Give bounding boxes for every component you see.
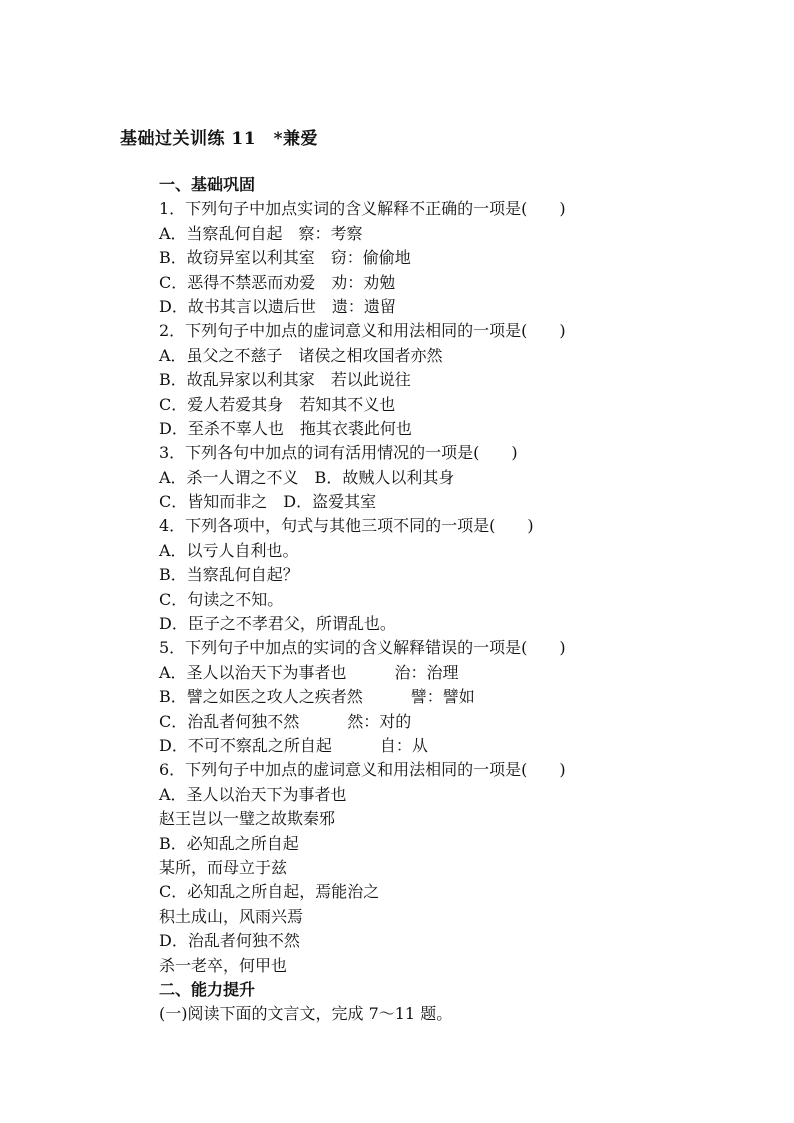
option-text: B．譬之如医之攻人之疾者然 譬：譬如 [159, 687, 475, 707]
option-text: A．当察乱何自起 察：考察 [159, 223, 363, 243]
option-text: D．不可不察乱之所自起 自：从 [159, 735, 428, 755]
option-text: C．皆知而非之 D．盗爱其室 [159, 492, 377, 512]
page-title: 基础过关训练 11 *兼爱 [120, 129, 318, 149]
option-text: 杀一老卒，何甲也 [159, 955, 288, 975]
option-text: A．圣人以治天下为事者也 治：治理 [159, 662, 459, 682]
section-heading: 一、基础巩固 [159, 175, 256, 194]
question-text: (一)阅读下面的文言文，完成 7～11 题。 [159, 1004, 453, 1024]
question-text: 3．下列各句中加点的词有活用情况的一项是( ) [159, 443, 518, 463]
option-text: A．圣人以治天下为事者也 [159, 784, 347, 804]
question-text: 2．下列句子中加点的虚词意义和用法相同的一项是( ) [159, 321, 566, 341]
question-text: 6．下列句子中加点的虚词意义和用法相同的一项是( ) [159, 760, 566, 780]
option-text: C．治乱者何独不然 然：对的 [159, 711, 412, 731]
section-heading: 二、能力提升 [159, 979, 256, 999]
option-text: 赵王岂以一璧之故欺秦邪 [159, 809, 336, 829]
option-text: B．必知乱之所自起 [159, 833, 299, 853]
option-text: A．以亏人自利也。 [159, 540, 299, 560]
question-text: 5．下列句子中加点的实词的含义解释错误的一项是( ) [159, 638, 566, 658]
option-text: D．治乱者何独不然 [159, 931, 300, 951]
question-text: 1．下列句子中加点实词的含义解释不正确的一项是( ) [159, 199, 566, 219]
option-text: D．至杀不辜人也 拖其衣裘此何也 [159, 418, 412, 438]
option-text: C．恶得不禁恶而劝爱 劝：劝勉 [159, 272, 396, 292]
option-text: A．杀一人谓之不义 B．故贼人以利其身 [159, 467, 455, 487]
exercise-content [159, 173, 679, 1027]
option-text: C．必知乱之所自起，焉能治之 [159, 882, 380, 902]
option-text: 某所，而母立于兹 [159, 857, 288, 877]
option-text: D．故书其言以遗后世 遗：遗留 [159, 296, 396, 316]
option-text: C．爱人若爱其身 若知其不义也 [159, 394, 396, 414]
option-text: B．故窃异室以利其室 窃：偷偷地 [159, 248, 411, 268]
option-text: B．故乱异家以利其家 若以此说往 [159, 370, 411, 390]
question-text: 4．下列各项中，句式与其他三项不同的一项是( ) [159, 516, 534, 536]
option-text: 积土成山，风雨兴焉 [159, 906, 304, 926]
option-text: D．臣子之不孝君父，所谓乱也。 [159, 614, 396, 634]
option-text: B．当察乱何自起？ [159, 565, 299, 585]
option-text: A．虽父之不慈子 诸侯之相攻国者亦然 [159, 345, 443, 365]
option-text: C．句读之不知。 [159, 589, 284, 609]
